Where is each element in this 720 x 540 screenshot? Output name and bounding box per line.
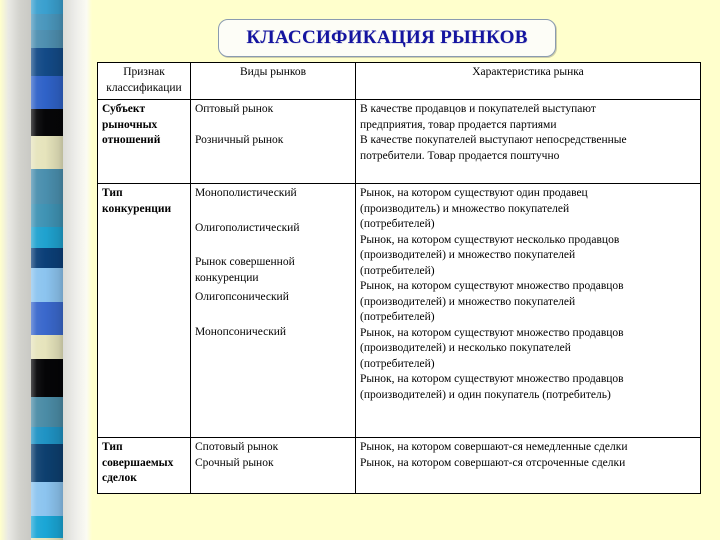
row-feature-deals <box>98 438 191 494</box>
kind-spacer <box>195 236 351 251</box>
decorative-sidebar <box>0 0 92 540</box>
color-band-1 <box>31 14 63 30</box>
color-band-11 <box>31 268 63 302</box>
color-band-8 <box>31 204 63 227</box>
feature-line: Тип <box>102 187 123 199</box>
kind-item: Спотовый рынок <box>195 441 279 453</box>
header-feature-line-1: Признак <box>123 66 165 78</box>
row-kinds-subject <box>191 100 356 184</box>
table-row <box>98 438 701 494</box>
color-band-strip <box>31 0 63 540</box>
row-kinds-competition <box>191 184 356 438</box>
color-band-3 <box>31 48 63 76</box>
market-classification-table <box>97 62 701 494</box>
header-characteristic: Характеристика рынка <box>356 63 701 100</box>
header-feature-line-2: классификации <box>106 81 182 94</box>
color-band-13 <box>31 335 63 359</box>
characteristic-line: Рынок, на котором существуют множество продавцов <box>360 326 624 339</box>
feature-line: совершаемых <box>102 456 174 469</box>
color-band-10 <box>31 248 63 268</box>
color-band-0 <box>31 0 63 14</box>
kind-item: Розничный рынок <box>195 133 284 146</box>
feature-line: отношений <box>102 134 161 146</box>
characteristic-line: (потребителей) <box>360 218 435 230</box>
table-header-row <box>98 63 701 100</box>
page-title: КЛАССИФИКАЦИЯ РЫНКОВ <box>246 27 528 48</box>
color-band-4 <box>31 76 63 109</box>
row-kinds-deals <box>191 438 356 494</box>
characteristic-line: Рынок, на котором существуют множество продавцов <box>360 373 624 385</box>
characteristic-line: (производителей) и несколько покупателей <box>360 342 571 354</box>
characteristic-line: потребители. Товар продается поштучно <box>360 149 560 162</box>
feature-line: Тип <box>102 441 123 453</box>
header-feature <box>98 63 191 100</box>
feature-line: конкуренции <box>102 202 172 215</box>
color-band-6 <box>31 136 63 169</box>
color-band-18 <box>31 482 63 516</box>
characteristic-line: (потребителей) <box>360 311 435 323</box>
kind-item: Оптовый рынок <box>195 103 274 115</box>
row-characteristic-competition <box>356 184 701 438</box>
row-characteristic-deals <box>356 438 701 494</box>
characteristic-line: (потребителей) <box>360 264 435 277</box>
characteristic-line: (производителей) и множество покупателей <box>360 295 576 308</box>
kind-spacer <box>195 118 351 133</box>
characteristic-line: Рынок, на котором существуют несколько продавцов <box>360 233 620 246</box>
color-band-12 <box>31 302 63 335</box>
kind-item: Олигополистический <box>195 221 300 234</box>
color-band-7 <box>31 169 63 204</box>
feature-line: сделок <box>102 472 137 484</box>
kind-spacer <box>195 306 351 321</box>
characteristic-line: Рынок, на котором совершают-ся немедленные сделки <box>360 441 628 453</box>
kind-item: Монополистический <box>195 187 297 199</box>
color-band-5 <box>31 109 63 136</box>
kind-item: Рынок совершенной конкуренции <box>195 256 295 284</box>
characteristic-line: Рынок, на котором существуют один продавец <box>360 187 588 199</box>
kind-spacer <box>195 202 351 217</box>
color-band-17 <box>31 444 63 482</box>
kind-item: Олигопсонический <box>195 291 289 303</box>
feature-line: рыночных <box>102 118 158 131</box>
characteristic-line: (производитель) и множество покупателей <box>360 202 570 215</box>
color-band-2 <box>31 30 63 48</box>
characteristic-line: В качестве продавцов и покупателей выступают <box>360 103 596 115</box>
characteristic-line: (производителей) и множество покупателей <box>360 249 576 261</box>
row-characteristic-subject <box>356 100 701 184</box>
row-feature-competition <box>98 184 191 438</box>
color-band-19 <box>31 516 63 538</box>
kind-item: Срочный рынок <box>195 456 274 469</box>
characteristic-line: В качестве покупателей выступают непосредственные <box>360 134 627 146</box>
characteristic-line: предприятия, товар продается партиями <box>360 118 557 131</box>
characteristic-line: Рынок, на котором существуют множество продавцов <box>360 280 624 292</box>
feature-line: Субъект <box>102 103 146 115</box>
kind-item: Монопсонический <box>195 325 287 338</box>
characteristic-line: (производителей) и один покупатель (потребитель) <box>360 388 611 401</box>
table-row <box>98 100 701 184</box>
title-banner <box>218 19 556 57</box>
characteristic-line: (потребителей) <box>360 357 435 370</box>
color-band-14 <box>31 359 63 397</box>
row-feature-subject <box>98 100 191 184</box>
color-band-15 <box>31 397 63 427</box>
table-row <box>98 184 701 438</box>
header-kinds: Виды рынков <box>191 63 356 100</box>
characteristic-line: Рынок, на котором совершают-ся отсроченные сделки <box>360 456 626 469</box>
color-band-16 <box>31 427 63 444</box>
color-band-9 <box>31 227 63 248</box>
